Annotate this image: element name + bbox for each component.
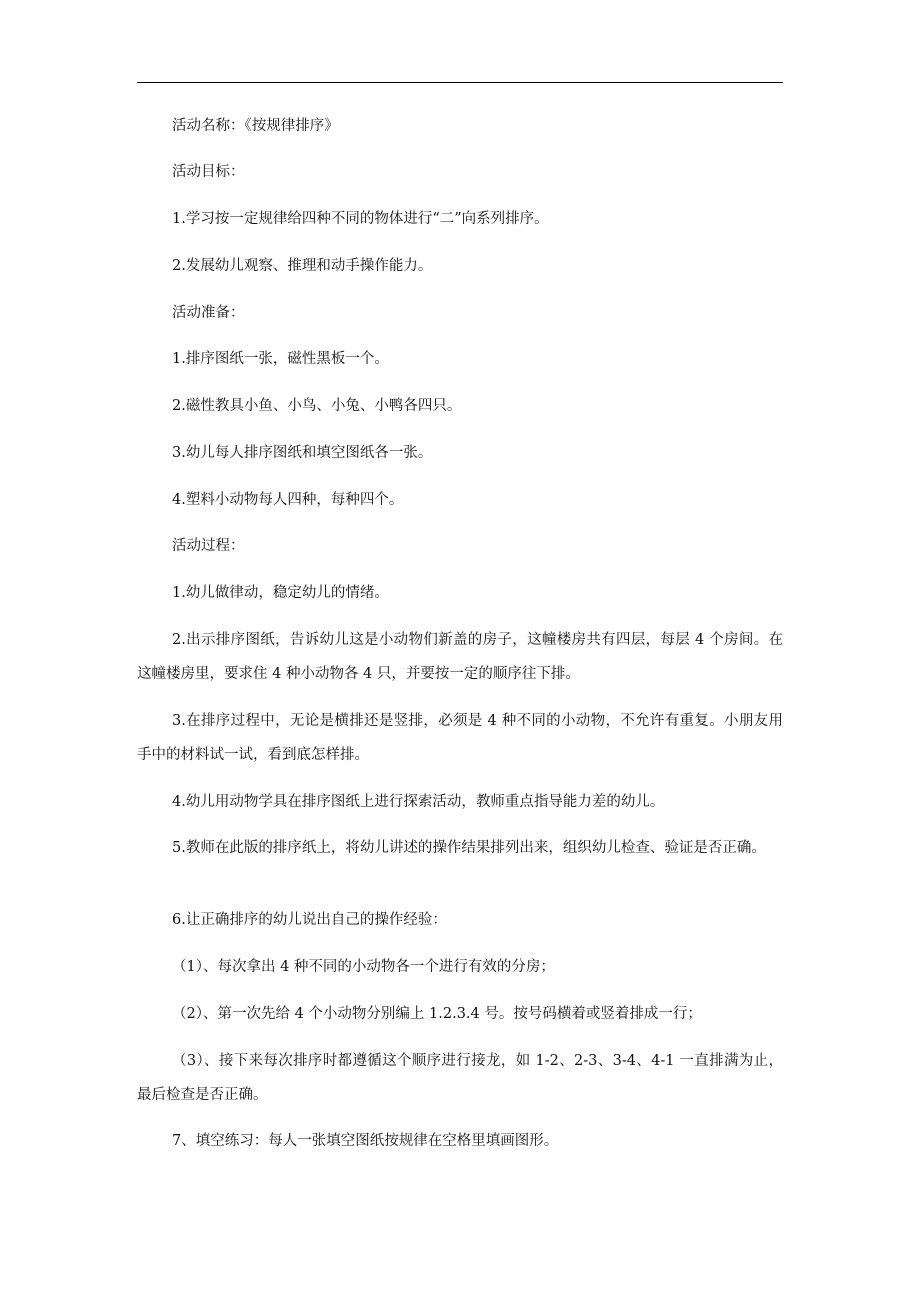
process-step-6: 6.让正确排序的幼儿说出自己的操作经验：	[172, 912, 447, 928]
preparation-item-3: 3.幼儿每人排序图纸和填空图纸各一张。	[172, 445, 433, 461]
experience-item-2: （2）、第一次先给 4 个小动物分别编上 1.2.3.4 号。按号码横着或竖着排成一行；	[172, 1006, 702, 1022]
process-step-4: 4.幼儿用动物学具在排序图纸上进行探索活动，教师重点指导能力差的幼儿。	[172, 794, 665, 810]
process-step-1: 1.幼儿做律动，稳定幼儿的情绪。	[172, 585, 389, 601]
experience-item-3: （3）、接下来每次排序时都遵循这个顺序进行接龙，如 1-2、2-3、3-4、4-1 一直排满为止，最后检查是否正确。	[137, 1053, 783, 1103]
process-step-2: 2.出示排序图纸，告诉幼儿这是小动物们新盖的房子，这幢楼房共有四层，每层 4 个房间。在这幢楼房里，要求住 4 种小动物各 4 只，并要按一定的顺序往下排。	[137, 632, 783, 682]
preparation-heading: 活动准备：	[172, 305, 245, 321]
process-step-7: 7、填空练习：每人一张填空图纸按规律在空格里填画图形。	[172, 1133, 559, 1149]
goal-item-1: 1.学习按一定规律给四种不同的物体进行“二”向系列排序。	[172, 211, 549, 227]
goals-heading: 活动目标：	[172, 164, 245, 180]
experience-item-1: （1）、每次拿出 4 种不同的小动物各一个进行有效的分房；	[172, 959, 555, 975]
goal-item-2: 2.发展幼儿观察、推理和动手操作能力。	[172, 258, 433, 274]
process-heading: 活动过程：	[172, 538, 245, 554]
process-step-3: 3.在排序过程中，无论是横排还是竖排，必须是 4 种不同的小动物，不允许有重复。小朋友用手中的材料试一试，看到底怎样排。	[137, 713, 783, 763]
process-step-5: 5.教师在此版的排序纸上，将幼儿讲述的操作结果排列出来，组织幼儿检查、验证是否正确。	[172, 840, 766, 856]
activity-name: 活动名称：《按规律排序》	[172, 118, 339, 134]
header-rule	[137, 82, 783, 83]
preparation-item-4: 4.塑料小动物每人四种，每种四个。	[172, 492, 404, 508]
preparation-item-1: 1.排序图纸一张，磁性黑板一个。	[172, 351, 389, 367]
preparation-item-2: 2.磁性教具小鱼、小鸟、小兔、小鸭各四只。	[172, 398, 462, 414]
